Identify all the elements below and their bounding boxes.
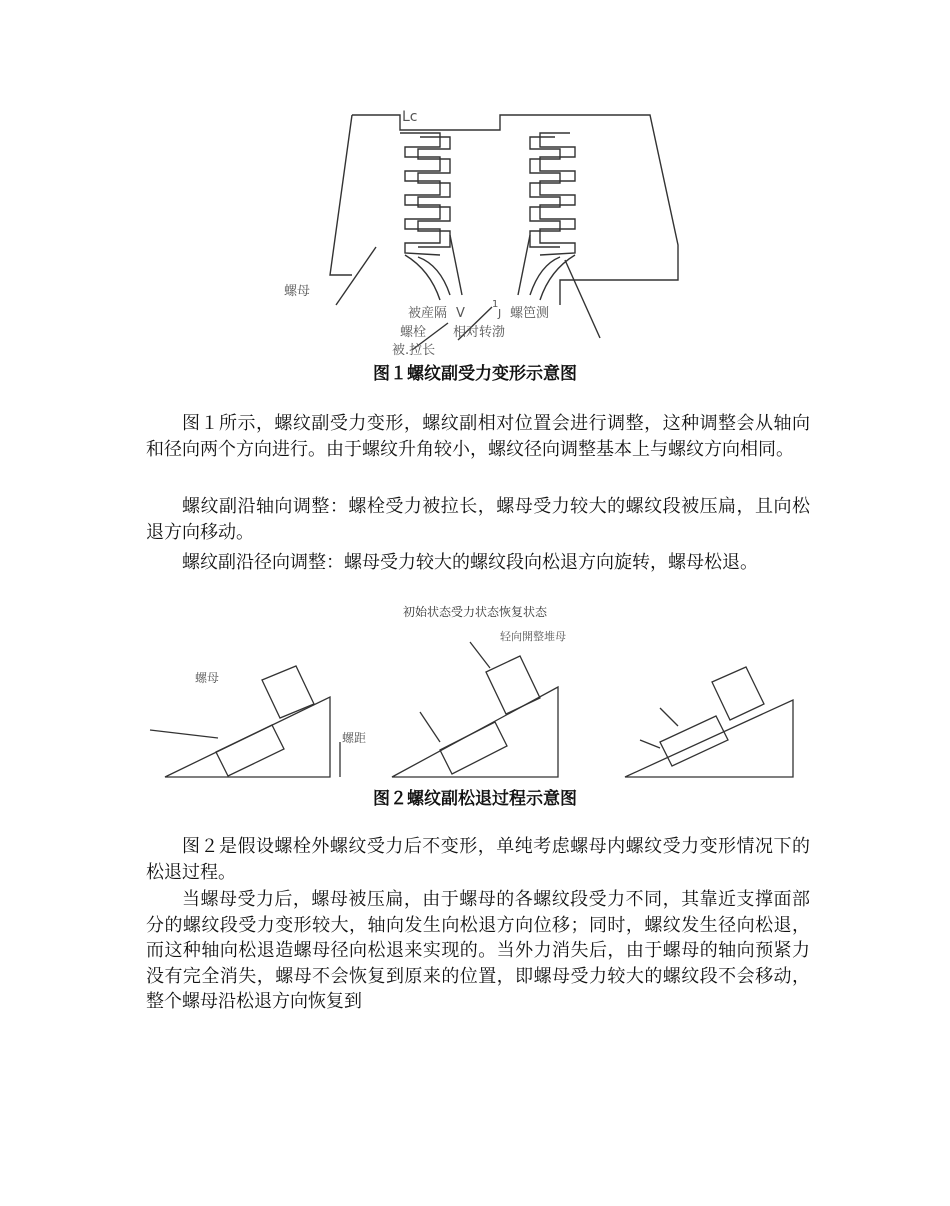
label-pitch: 螺距 — [342, 731, 367, 745]
label-mark-one: 1 — [492, 299, 499, 310]
figure-2-header: 初始状态受力状态恢复状态 — [402, 605, 547, 619]
label-nut-side: 螺笆测 — [510, 306, 550, 321]
nut-outline-left — [330, 115, 352, 275]
figure-1-caption: 图１螺纹副受力变形示意图 — [373, 364, 577, 384]
label-radial-adjust: 轻向開整堆母 — [500, 630, 566, 643]
label-relative-rotation: 相对转渤 — [453, 325, 506, 340]
paragraph: 螺纹副沿轴向调整：螺栓受力被拉长，螺母受力较大的螺纹段被压扁，且向松退方向移动。 — [146, 496, 810, 543]
label-compressed: 被産隔 — [408, 306, 448, 321]
nut-outline — [352, 115, 678, 305]
label-nut-fig2: 螺母 — [195, 671, 220, 685]
left-thread-column — [400, 133, 462, 300]
label-nut: 螺母 — [284, 284, 311, 299]
paragraph: 图１所示，螺纹副受力变形，螺纹副相对位置会进行调整，这种调整会从轴向和径向两个方向进行。由于螺纹升角较小，螺纹径向调整基本上与螺纹方向相同。 — [146, 413, 810, 460]
panel-initial — [150, 666, 340, 777]
label-stretched: 被.拉长 — [392, 343, 436, 357]
paragraph: 当螺母受力后，螺母被压扁，由于螺母的各螺纹段受力不同，其靠近支撑面部分的螺纹段受力变形较大，轴向发生向松退方向位移；同时，螺纹发生径向松退，而这种轴向松退造螺母径向松退来实现的。当外力消失后，由于螺母的轴向预紧力没有完全消失，螺母不会恢复到原来的位置，即螺母受力较大的螺纹段不会移动，整个螺母沿松退方向恢复到 — [146, 889, 810, 1012]
paragraph: 图２是假设螺栓外螺纹受力后不变形，单纯考虑螺母内螺纹受力变形情况下的松退过程。 — [146, 836, 810, 883]
panel-recovered — [625, 667, 793, 777]
label-bolt: 螺栓 — [400, 325, 427, 340]
paragraph: 螺纹副沿径向调整：螺母受力较大的螺纹段向松退方向旋转，螺母松退。 — [182, 552, 758, 573]
label-lc: Lc — [402, 109, 418, 125]
panel-loaded — [392, 642, 558, 777]
label-mark-v: V — [456, 306, 465, 321]
figure-2-caption: 图２螺纹副松退过程示意图 — [373, 789, 577, 809]
figure-1-thread-deformation-diagram — [0, 95, 950, 357]
figure-2-loosening-diagram — [0, 622, 950, 782]
label-mark-j: J — [498, 307, 502, 320]
right-thread-column — [518, 133, 575, 300]
